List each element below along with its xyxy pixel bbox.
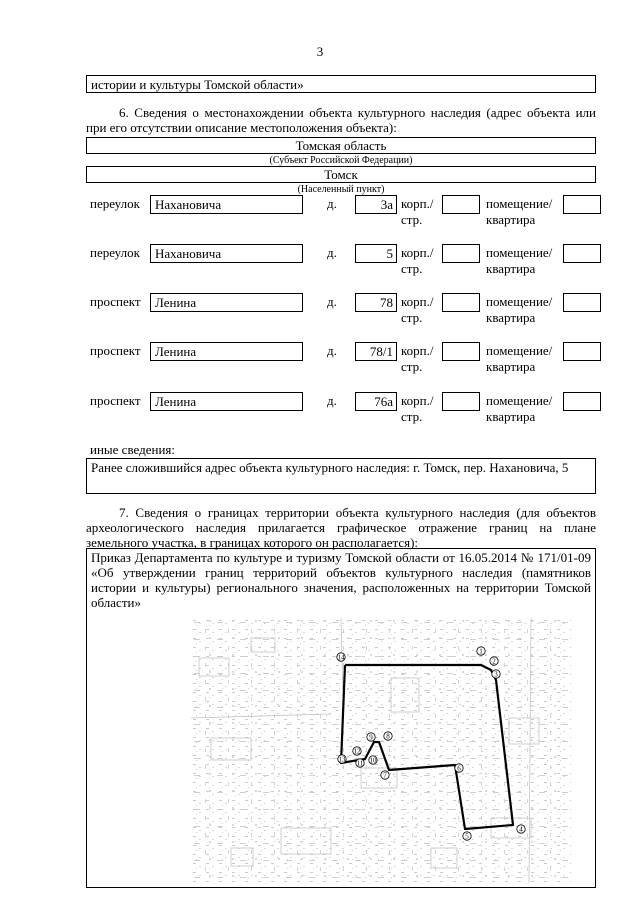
map-point-label: 1 [479,647,483,656]
house-label: д. [327,245,337,260]
korp-label-line1: корп./ [401,393,434,408]
map-point [381,771,389,780]
map-point-label: 9 [369,733,373,742]
room-label-line1: помещение/ [486,393,553,408]
house-label: д. [327,294,337,309]
room-field [563,392,601,411]
room-field [563,293,601,312]
korp-field [442,244,480,263]
street-field: Ленина [150,342,303,361]
street-type: переулок [90,245,140,260]
street-field: Нахановича [150,244,303,263]
prev-section-tail-field: истории и культуры Томской области» [86,75,596,93]
korp-field [442,392,480,411]
map-point-label: 7 [383,771,387,780]
map-point-label: 13 [338,755,346,764]
room-label-line2: квартира [486,310,536,325]
map-point [367,733,375,742]
map-point-label: 6 [457,764,461,773]
korp-label-line2: стр. [401,310,423,325]
map-point [463,832,471,841]
room-label-line2: квартира [486,359,536,374]
room-label [486,393,552,425]
street-type: проспект [90,294,141,309]
korp-label [401,393,433,425]
map-point-label: 10 [369,756,377,765]
address-row [0,244,640,282]
map-point [455,764,463,773]
map-point-label: 2 [492,657,496,666]
room-label-line1: помещение/ [486,196,553,211]
map-point [356,759,364,768]
map-point [492,670,500,679]
address-row [0,293,640,331]
room-label [486,245,552,277]
street-field: Нахановича [150,195,303,214]
korp-label-line2: стр. [401,409,423,424]
korp-label-line1: корп./ [401,196,434,211]
map-point [517,825,525,834]
korp-label-line1: корп./ [401,294,434,309]
map-point-label: 3 [494,670,498,679]
korp-label-line2: стр. [401,212,423,227]
house-field: 3а [355,195,397,214]
room-label [486,343,552,375]
boundaries-field [86,548,596,888]
room-label-line2: квартира [486,409,536,424]
korp-field [442,195,480,214]
korp-field [442,293,480,312]
room-label [486,294,552,326]
map-point [477,647,485,656]
region-field: Томская область [86,137,596,154]
map-point [384,732,392,741]
room-field [563,342,601,361]
street-type: проспект [90,343,141,358]
page-number: 3 [316,44,324,59]
house-field: 5 [355,244,397,263]
section7-heading: 7. Сведения о границах территории объекта культурного наследия (для объектов археологического наследия прилагается графическое отражение границ на плане земельного участка, в границах которого он располагается): [86,505,596,550]
map-point [490,657,498,666]
house-field: 78 [355,293,397,312]
address-row [0,195,640,233]
boundary-map [191,618,571,883]
street-type: переулок [90,196,140,211]
room-label-line1: помещение/ [486,294,553,309]
street-field: Ленина [150,293,303,312]
region-label: (Субъект Российской Федерации) [269,155,413,166]
settlement-field: Томск [86,166,596,183]
map-point-label: 11 [356,759,364,768]
house-label: д. [327,196,337,211]
room-label-line1: помещение/ [486,343,553,358]
house-field: 78/1 [355,342,397,361]
room-label-line1: помещение/ [486,245,553,260]
address-row [0,342,640,380]
room-label-line2: квартира [486,261,536,276]
map-point [337,653,345,662]
korp-label [401,294,433,326]
korp-label-line1: корп./ [401,343,434,358]
settlement-label: (Населенный пункт) [297,184,385,195]
house-field: 76а [355,392,397,411]
section6-heading: 6. Сведения о местонахождении объекта культурного наследия (адрес объекта или при его отсутствии описание местоположения объекта): [86,105,596,135]
korp-label-line2: стр. [401,261,423,276]
street-type: проспект [90,393,141,408]
street-field: Ленина [150,392,303,411]
boundaries-order-text: Приказ Департамента по культуре и туризму Томской области от 16.05.2014 № 171/01-09 «Об утверждении границ территорий объектов культурного наследия (памятников истории и культуры) регионального значения, расположенных на территории Томской области» [91,550,591,610]
address-row [0,392,640,430]
map-point-label: 4 [519,825,523,834]
map-point [369,756,377,765]
room-field [563,244,601,263]
other-info-field: Ранее сложившийся адрес объекта культурного наследия: г. Томск, пер. Нахановича, 5 [86,458,596,494]
korp-label [401,343,433,375]
room-field [563,195,601,214]
korp-label [401,245,433,277]
map-point [338,755,346,764]
map-point-label: 14 [337,653,345,662]
room-label [486,196,552,228]
map-point-label: 5 [465,832,469,841]
korp-field [442,342,480,361]
map-point-label: 12 [353,747,361,756]
house-label: д. [327,393,337,408]
room-label-line2: квартира [486,212,536,227]
korp-label [401,196,433,228]
map-point-label: 8 [386,732,390,741]
other-info-label: иные сведения: [90,442,175,457]
korp-label-line1: корп./ [401,245,434,260]
map-point [353,747,361,756]
korp-label-line2: стр. [401,359,423,374]
house-label: д. [327,343,337,358]
